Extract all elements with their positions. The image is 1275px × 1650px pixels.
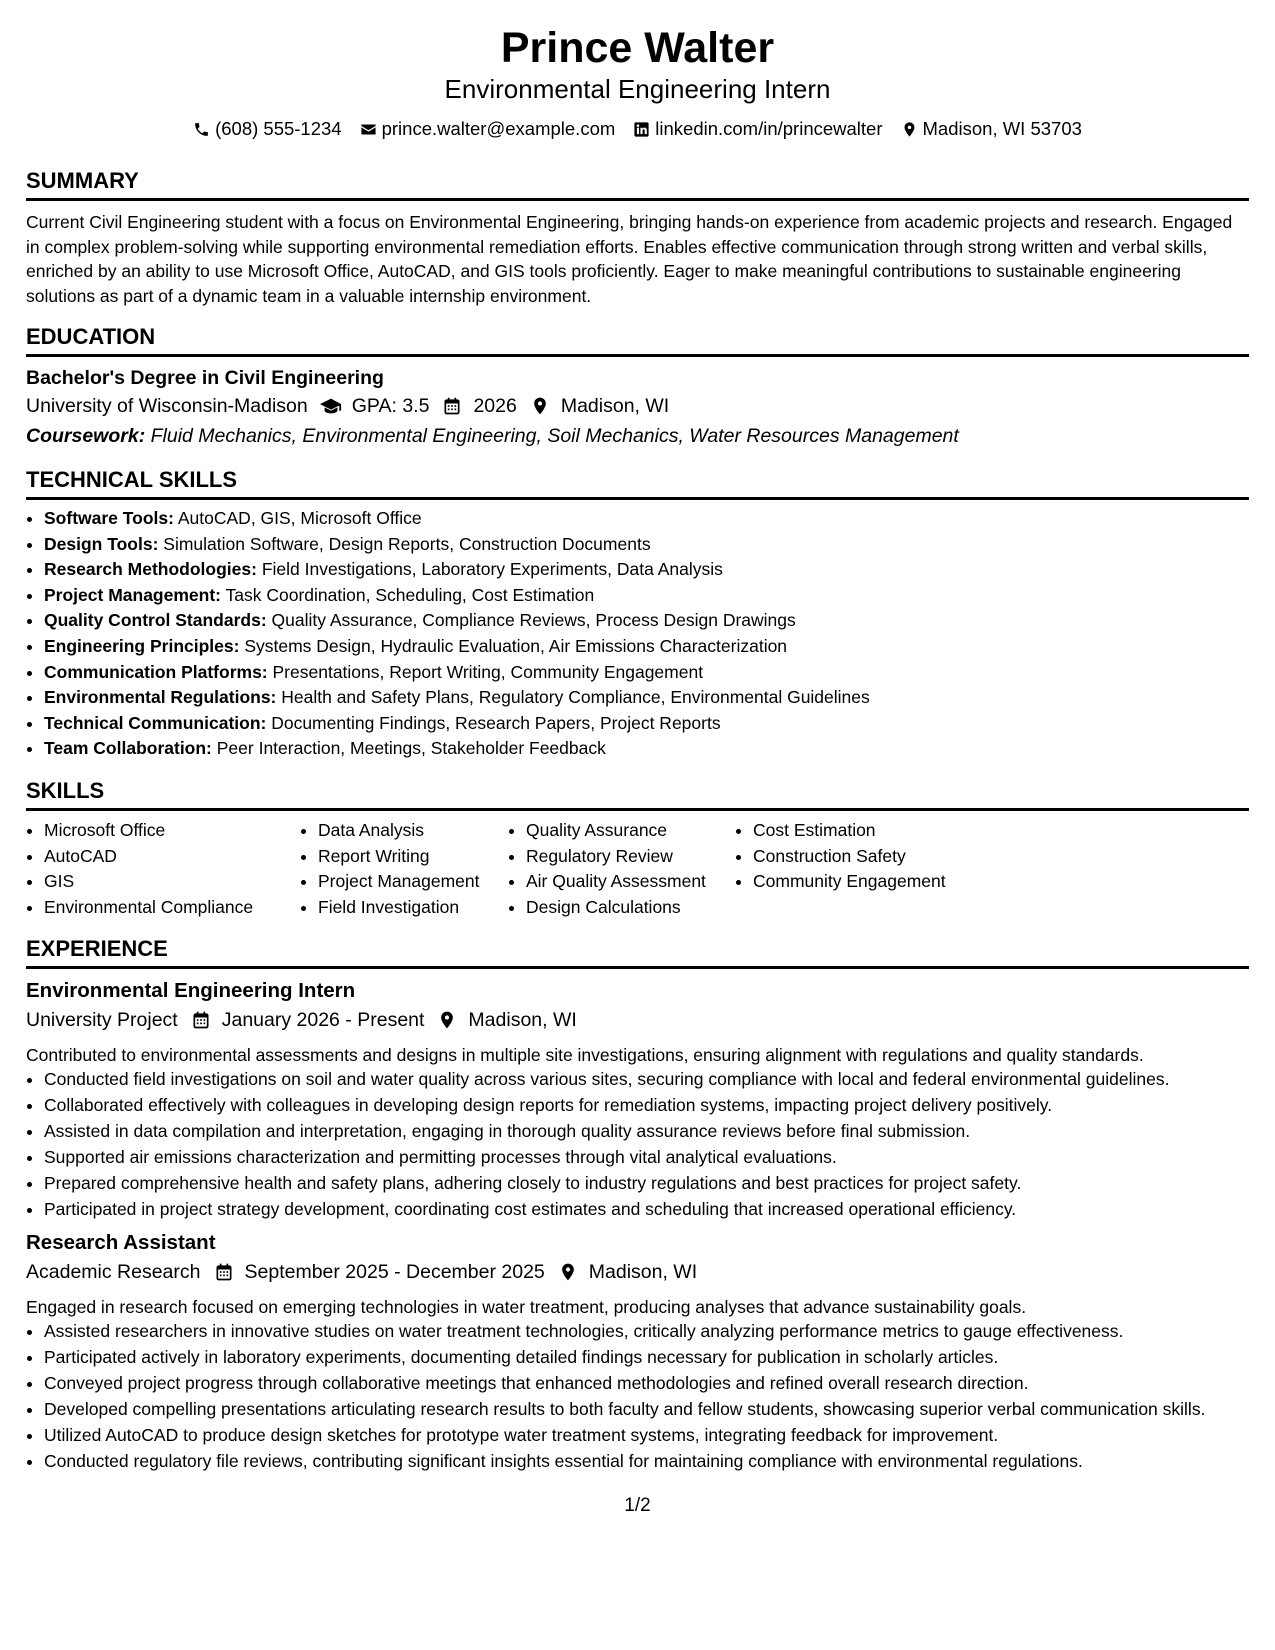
job-entry (26, 1229, 1249, 1473)
skill-category-label: Research Methodologies: (44, 559, 257, 580)
job-location: Madison, WI (468, 1009, 577, 1032)
list-item: • Prepared comprehensive health and safety plans, adhering closely to industry regulations and best practices for project safety. (44, 1171, 1249, 1195)
skill-category-value: Documenting Findings, Research Papers, Project Reports (266, 712, 721, 733)
skill-item: • Data Analysis (318, 818, 508, 844)
skill-category-value: Simulation Software, Design Reports, Construction Documents (158, 533, 651, 554)
list-item: • Utilized AutoCAD to produce design sketches for prototype water treatment systems, integrating feedback for improvement. (44, 1423, 1249, 1447)
phone-text: (608) 555-1234 (215, 118, 342, 139)
job-title: Research Assistant (26, 1231, 216, 1255)
location-text: Madison, WI 53703 (922, 118, 1082, 139)
summary-text: Current Civil Engineering student with a focus on Environmental Engineering, bringing hands-on experience from academic projects and research. Engaged in complex problem-solving while supporting environmental remediation efforts. Enables effective communication through strong written and verbal skills, enriched by an ability to use Microsoft Office, AutoCAD, and GIS tools proficiently. Eager to make meaningful contributions to sustainable engineering solutions as part of a dynamic team in a valuable internship environment. (26, 212, 1233, 306)
skill-item: • Microsoft Office (44, 818, 300, 844)
coursework-line (26, 421, 1249, 451)
list-item: • Assisted in data compilation and interpretation, engaging in thorough quality assurance reviews before final submission. (44, 1119, 1249, 1143)
list-item: • Conveyed project progress through collaborative meetings that enhanced methodologies and refined overall research direction. (44, 1371, 1249, 1395)
summary-heading: SUMMARY (26, 166, 1249, 201)
job-bullets (26, 1067, 1249, 1221)
envelope-icon (360, 121, 377, 138)
linkedin-icon (633, 121, 650, 138)
skill-item: • Regulatory Review (526, 844, 735, 870)
education-heading: EDUCATION (26, 322, 1249, 357)
skill-item: • AutoCAD (44, 844, 300, 870)
page-number: 1/2 (624, 1495, 651, 1516)
skill-item: • Environmental Compliance (44, 895, 300, 921)
technical-skills-heading: TECHNICAL SKILLS (26, 465, 1249, 500)
list-item (44, 532, 1249, 558)
list-item (44, 711, 1249, 737)
list-item: • Assisted researchers in innovative studies on water treatment technologies, critically analyzing performance metrics to gauge effectiveness. (44, 1319, 1249, 1343)
skill-category-value: Quality Assurance, Compliance Reviews, Process Design Drawings (266, 610, 796, 631)
candidate-role: Environmental Engineering Intern (444, 74, 831, 104)
skills-heading: SKILLS (26, 776, 1249, 811)
list-item: • Participated in project strategy development, coordinating cost estimates and scheduling that increased operational efficiency. (44, 1197, 1249, 1221)
skill-item: • Construction Safety (753, 844, 946, 870)
skill-item: • Community Engagement (753, 869, 946, 895)
list-item (44, 506, 1249, 532)
list-item: • Developed compelling presentations articulating research results to both faculty and fellow students, showcasing superior verbal communication skills. (44, 1397, 1249, 1421)
skill-category-value: Systems Design, Hydraulic Evaluation, Air Emissions Characterization (239, 635, 788, 656)
graduation-year: 2026 (473, 395, 517, 417)
list-item (44, 557, 1249, 583)
skill-category-label: Communication Platforms: (44, 661, 268, 682)
skill-category-value: AutoCAD, GIS, Microsoft Office (173, 508, 422, 528)
contact-email[interactable] (360, 118, 616, 140)
skill-category-label: Engineering Principles: (44, 635, 240, 656)
list-item: • Collaborated effectively with colleagues in developing design reports for remediation systems, impacting project delivery positively. (44, 1093, 1249, 1117)
job-summary: Engaged in research focused on emerging technologies in water treatment, producing analyses that advance sustainability goals. (26, 1297, 1027, 1318)
list-item (44, 660, 1249, 686)
education-location: Madison, WI (560, 395, 670, 417)
calendar-icon (441, 396, 463, 416)
calendar-icon (213, 1262, 235, 1282)
job-entry (26, 977, 1249, 1221)
email-text: prince.walter@example.com (381, 118, 616, 139)
skills-section (26, 776, 1249, 920)
job-dates: January 2026 - Present (221, 1009, 425, 1032)
skill-item: • Air Quality Assessment (526, 869, 735, 895)
list-item (44, 736, 1249, 762)
contact-linkedin[interactable] (633, 118, 882, 140)
skill-category-value: Presentations, Report Writing, Community Engagement (267, 661, 704, 682)
contact-phone[interactable] (193, 118, 342, 140)
skill-category-label: Project Management: (44, 584, 221, 605)
skill-category-value: Field Investigations, Laboratory Experiments, Data Analysis (256, 559, 723, 580)
skill-item: • Cost Estimation (753, 818, 946, 844)
education-section (26, 322, 1249, 451)
map-marker-icon (557, 1262, 579, 1282)
skill-category-value: Task Coordination, Scheduling, Cost Estimation (220, 584, 595, 605)
phone-icon (193, 121, 210, 138)
contact-location (901, 118, 1082, 140)
job-meta (26, 1005, 1249, 1035)
list-item: • Supported air emissions characterization and permitting processes through vital analytical evaluations. (44, 1145, 1249, 1169)
skills-column (508, 818, 735, 920)
skill-category-label: Quality Control Standards: (44, 610, 267, 631)
job-organization: Academic Research (26, 1261, 201, 1284)
skills-column (300, 818, 508, 920)
list-item: • Participated actively in laboratory experiments, documenting detailed findings necessary for publication in scholarly articles. (44, 1345, 1249, 1369)
gpa-text: GPA: 3.5 (351, 395, 430, 417)
job-dates: September 2025 - December 2025 (244, 1261, 545, 1284)
job-location: Madison, WI (588, 1261, 698, 1284)
degree-title: Bachelor's Degree in Civil Engineering (26, 367, 384, 389)
list-item: • Conducted field investigations on soil and water quality across various sites, securing compliance with local and federal environmental guidelines. (44, 1067, 1249, 1091)
linkedin-text: linkedin.com/in/princewalter (655, 118, 883, 139)
skill-category-value: Peer Interaction, Meetings, Stakeholder Feedback (211, 738, 606, 759)
skill-item: • Report Writing (318, 844, 508, 870)
school-name: University of Wisconsin-Madison (26, 395, 308, 417)
summary-section (26, 166, 1249, 308)
list-item (44, 583, 1249, 609)
job-organization: University Project (26, 1009, 178, 1032)
skill-item: • Design Calculations (526, 895, 735, 921)
list-item (44, 634, 1249, 660)
skills-column (26, 818, 300, 920)
job-meta (26, 1257, 1249, 1287)
skill-category-value: Health and Safety Plans, Regulatory Compliance, Environmental Guidelines (276, 687, 870, 708)
experience-heading: EXPERIENCE (26, 934, 1249, 969)
list-item: • Conducted regulatory file reviews, contributing significant insights essential for maintaining compliance with environmental regulations. (44, 1449, 1249, 1473)
job-summary: Contributed to environmental assessments and designs in multiple site investigations, ensuring alignment with regulations and quality standards. (26, 1045, 1144, 1066)
skill-category-label: Technical Communication: (44, 712, 267, 733)
map-marker-icon (529, 396, 551, 416)
skill-item: • GIS (44, 869, 300, 895)
job-bullets (26, 1319, 1249, 1473)
skill-category-label: Team Collaboration: (44, 738, 212, 759)
candidate-name: Prince Walter (500, 24, 775, 72)
skill-item: • Project Management (318, 869, 508, 895)
skills-column (735, 818, 946, 920)
coursework-list: Fluid Mechanics, Environmental Engineering, Soil Mechanics, Water Resources Management (145, 425, 959, 447)
skill-category-label: Environmental Regulations: (44, 687, 277, 708)
graduation-cap-icon (320, 396, 342, 416)
map-marker-icon (901, 121, 918, 138)
list-item (44, 608, 1249, 634)
coursework-label: Coursework: (26, 425, 146, 447)
contact-bar (26, 118, 1249, 140)
list-item (44, 685, 1249, 711)
experience-section (26, 934, 1249, 1473)
technical-skills-list (26, 506, 1249, 762)
calendar-icon (190, 1010, 212, 1030)
skill-category-label: Design Tools: (44, 533, 159, 554)
technical-skills-section (26, 465, 1249, 762)
skills-grid (26, 818, 1249, 920)
skill-category-label: Software Tools: (44, 508, 174, 528)
map-marker-icon (436, 1010, 458, 1030)
skill-item: • Field Investigation (318, 895, 508, 921)
job-title: Environmental Engineering Intern (26, 979, 356, 1003)
skill-item: • Quality Assurance (526, 818, 735, 844)
education-meta (26, 391, 1249, 421)
